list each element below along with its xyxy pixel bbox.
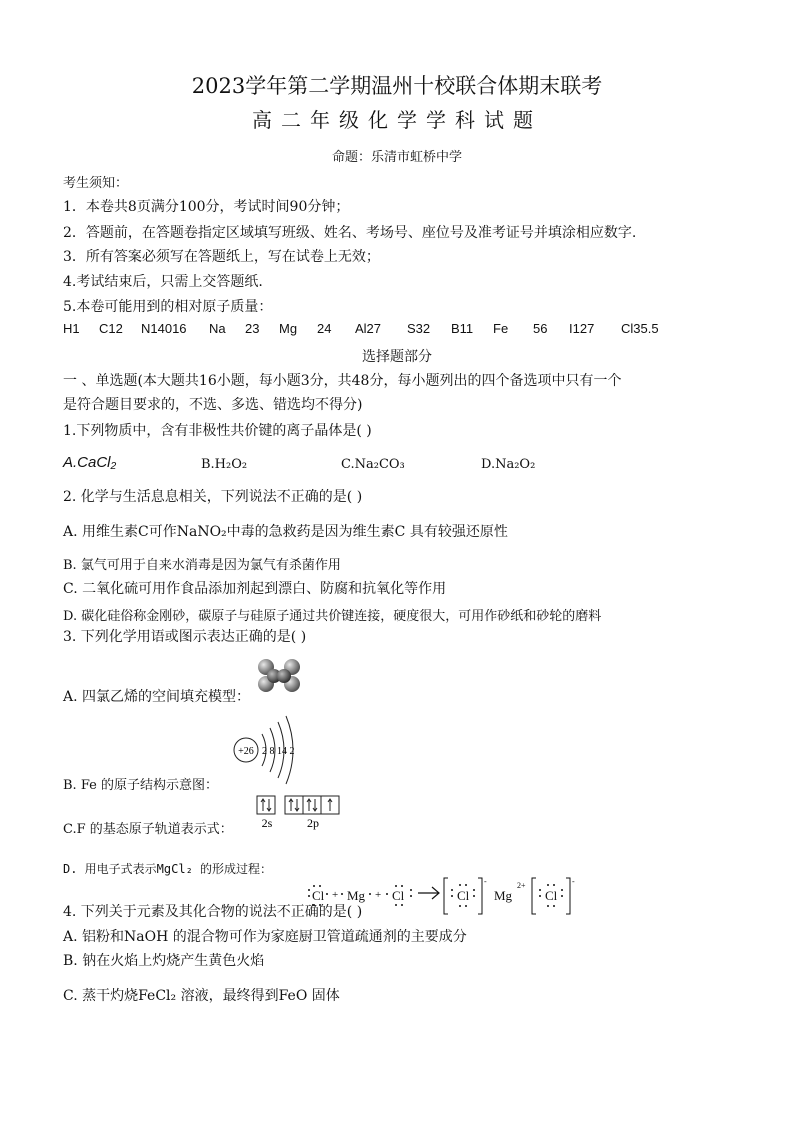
fe-shell-electrons: 2 8 14 2 bbox=[262, 746, 295, 757]
orbital-2p-label: 2p bbox=[307, 816, 319, 830]
q4-option-c: C. 蒸干灼烧FeCl₂ 溶液，最终得到FeO 固体 bbox=[63, 988, 340, 1004]
q1-option-b: B.H₂O₂ bbox=[201, 457, 248, 472]
product-mg-charge: 2+ bbox=[517, 881, 526, 890]
mass-n-o: N14016 bbox=[141, 321, 187, 336]
q2-option-b: B. 氯气可用于自来水消毒是因为氯气有杀菌作用 bbox=[63, 558, 341, 573]
section-intro-line1: 一 、单选题(本大题共16小题，每小题3分，共48分，每小题列出的四个备选项中只有一个 bbox=[63, 373, 622, 389]
mass-b: B11 bbox=[451, 321, 474, 336]
mass-na-label: Na bbox=[209, 321, 226, 336]
section-intro-line2: 是符合题目要求的，不选、多选、错选均不得分) bbox=[63, 397, 363, 413]
q2-option-c: C. 二氧化硫可用作食品添加剂起到漂白、防腐和抗氧化等作用 bbox=[63, 581, 447, 597]
q1-stem: 1.下列物质中，含有非极性共价键的离子晶体是( ) bbox=[63, 423, 372, 439]
dot-cl-right: Cl bbox=[392, 888, 405, 903]
notice-item-3: 3．所有答案必须写在答题纸上，写在试卷上无效； bbox=[63, 249, 380, 265]
exam-title: 2023学年第二学期温州十校联合体期末联考 bbox=[191, 74, 603, 98]
q3-option-b: B. Fe 的原子结构示意图： bbox=[63, 778, 218, 793]
dot-cl-left: Cl bbox=[312, 888, 325, 903]
notice-item-1: 1．本卷共8页满分100分，考试时间90分钟； bbox=[63, 199, 350, 215]
product-cl-right-charge: - bbox=[572, 877, 575, 886]
mass-al: Al27 bbox=[355, 321, 382, 336]
notice-heading: 考生须知： bbox=[63, 176, 129, 191]
mass-cl: Cl35.5 bbox=[621, 321, 659, 336]
exam-author: 命题：乐清市虹桥中学 bbox=[331, 150, 462, 165]
mass-na-value: 23 bbox=[245, 321, 260, 336]
dot-mg: Mg bbox=[347, 888, 366, 903]
q4-option-b: B. 钠在火焰上灼烧产生黄色火焰 bbox=[63, 953, 265, 969]
q3-stem: 3. 下列化学用语或图示表达正确的是( ) bbox=[63, 629, 307, 645]
notice-item-5: 5.本卷可能用到的相对原子质量： bbox=[63, 299, 273, 315]
q3-option-c: C.F 的基态原子轨道表示式： bbox=[63, 822, 233, 837]
product-cl-left: Cl bbox=[457, 888, 470, 903]
q2-stem: 2. 化学与生活息息相关，下列说法不正确的是( ) bbox=[63, 489, 363, 505]
mass-fe-label: Fe bbox=[493, 321, 509, 336]
notice-item-2: 2．答题前，在答题卷指定区域填写班级、姓名、考场号、座位号及准考证号并填涂相应数字. bbox=[63, 225, 637, 241]
q2-option-d: D. 碳化硅俗称金刚砂，碳原子与硅原子通过共价键连接，硬度很大，可用作砂纸和砂轮的磨料 bbox=[63, 609, 602, 624]
q2-option-a: A. 用维生素C可作NaNO₂中毒的急救药是因为维生素C 具有较强还原性 bbox=[63, 524, 508, 540]
fe-nucleus-label: +26 bbox=[238, 746, 254, 757]
fe-atom-structure-diagram bbox=[228, 712, 308, 798]
product-cl-right: Cl bbox=[545, 888, 558, 903]
f-orbital-diagram bbox=[255, 794, 350, 830]
mass-i: I127 bbox=[569, 321, 595, 336]
mass-mg-value: 24 bbox=[317, 321, 332, 336]
section-title: 选择题部分 bbox=[362, 349, 432, 365]
svg-text:+: + bbox=[332, 889, 339, 901]
q1-option-c: C.Na₂CO₃ bbox=[341, 457, 405, 472]
exam-subtitle: 高二年级化学学科试题 bbox=[252, 108, 542, 132]
mass-fe-value: 56 bbox=[533, 321, 548, 336]
notice-item-4: 4.考试结束后，只需上交答题纸. bbox=[63, 274, 263, 290]
tetrachloroethylene-model-icon bbox=[254, 658, 304, 694]
q4-stem: 4. 下列关于元素及其化合物的说法不正确的是( ) bbox=[63, 904, 363, 920]
q4-option-a: A. 铝粉和NaOH 的混合物可作为家庭厨卫管道疏通剂的主要成分 bbox=[63, 929, 467, 945]
product-cl-left-charge: - bbox=[484, 877, 487, 886]
q1-option-d: D.Na₂O₂ bbox=[481, 457, 536, 472]
orbital-2s-label: 2s bbox=[261, 816, 273, 830]
atomic-mass-list bbox=[63, 321, 671, 336]
product-mg: Mg bbox=[494, 888, 513, 903]
mass-mg-label: Mg bbox=[279, 321, 298, 336]
svg-text:+: + bbox=[375, 889, 382, 901]
mass-h: H1 bbox=[63, 321, 80, 336]
q3-option-d: D. 用电子式表示MgCl₂ 的形成过程： bbox=[63, 862, 273, 876]
mass-c: C12 bbox=[99, 321, 123, 336]
q1-option-a: A.CaCl₂ bbox=[63, 454, 117, 471]
mass-s: S32 bbox=[407, 321, 431, 336]
q3-option-a: A. 四氯乙烯的空间填充模型： bbox=[63, 689, 251, 705]
